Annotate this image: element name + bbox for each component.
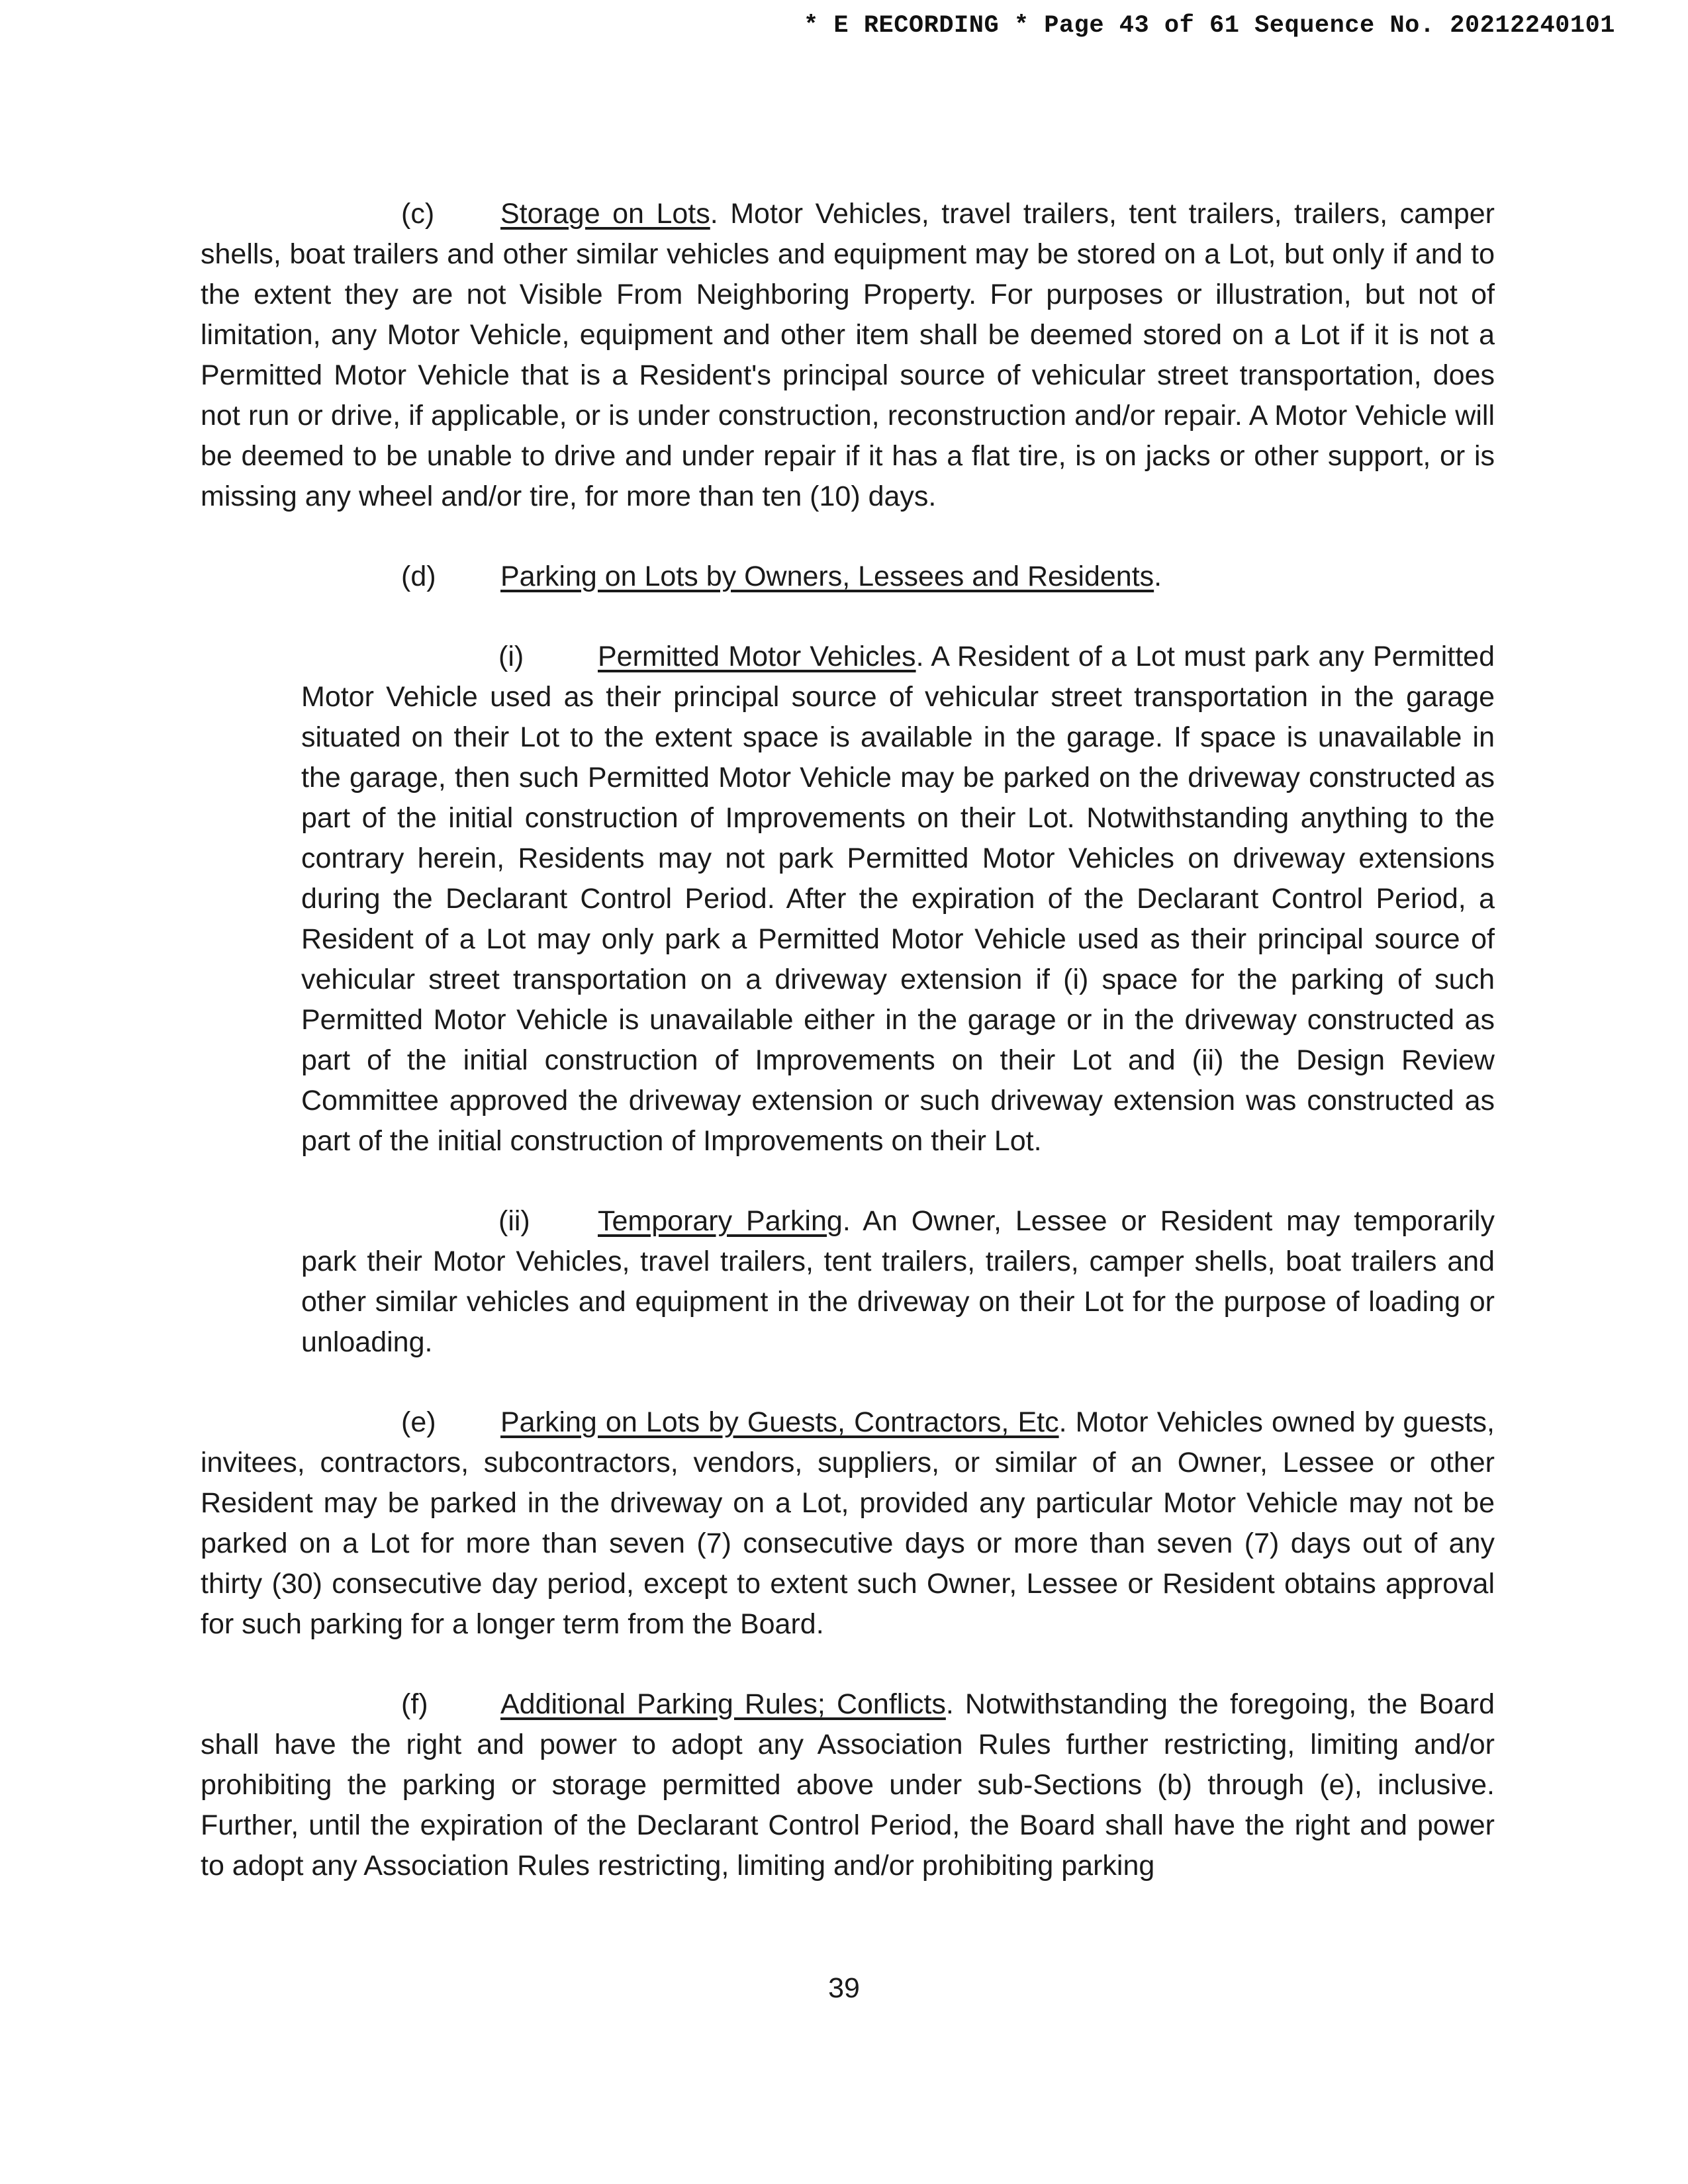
section-c-paragraph [201, 194, 1495, 517]
section-e-number: (e) [401, 1406, 436, 1438]
section-d-i-paragraph [201, 637, 1495, 1161]
section-d-heading: Parking on Lots by Owners, Lessees and Residents [500, 561, 1154, 592]
section-f-text: . Notwithstanding the foregoing, the Board shall have the right and power to adopt any Association Rules further restricting, limiting and/or prohibiting the parking or storage permitted above under sub-Sections (b) through (e), inclusive. Further, until the expiration of the Declarant Control Period, the Board shall have the right and power to adopt any Association Rules restricting, limiting and/or prohibiting parking [201, 1688, 1495, 1882]
section-d-ii-heading: Temporary Parking [598, 1205, 843, 1237]
section-f-paragraph [201, 1684, 1495, 1886]
section-e-paragraph [201, 1402, 1495, 1645]
section-d-paragraph [201, 557, 1495, 597]
section-f-heading: Additional Parking Rules; Conflicts [500, 1688, 946, 1720]
section-c-text: . Motor Vehicles, travel trailers, tent trailers, trailers, camper shells, boat trailers and other similar vehicles and equipment may be stored on a Lot, but only if and to the extent they are not Visible From Neighboring Property. For purposes or illustration, but not of limitation, any Motor Vehicle, equipment and other item shall be deemed stored on a Lot if it is not a Permitted Motor Vehicle that is a Resident's principal source of vehicular street transportation, does not run or drive, if applicable, or is under construction, reconstruction and/or repair. A Motor Vehicle will be deemed to be unable to drive and under repair if it has a flat tire, is on jacks or other support, or is missing any wheel and/or tire, for more than ten (10) days. [201, 198, 1495, 512]
section-c-heading: Storage on Lots [500, 198, 710, 230]
section-d-ii-paragraph [201, 1201, 1495, 1363]
section-d-text: . [1154, 561, 1162, 592]
section-d-i-text: . A Resident of a Lot must park any Permitted Motor Vehicle used as their principal source of vehicular street transportation in the garage situated on their Lot to the extent space is available in the garage. If space is unavailable in the garage, then such Permitted Motor Vehicle may be parked on the driveway constructed as part of the initial construction of Improvements on their Lot. Notwithstanding anything to the contrary herein, Residents may not park Permitted Motor Vehicles on driveway extensions during the Declarant Control Period. After the expiration of the Declarant Control Period, a Resident of a Lot may only park a Permitted Motor Vehicle used as their principal source of vehicular street transportation on a driveway extension if (i) space for the parking of such Permitted Motor Vehicle is unavailable either in the garage or in the driveway constructed as part of the initial construction of Improvements on their Lot and (ii) the Design Review Committee approved the driveway extension or such driveway extension was constructed as part of the initial construction of Improvements on their Lot. [301, 641, 1495, 1157]
recording-stamp-header: * E RECORDING * Page 43 of 61 Sequence No. 20212240101 [804, 12, 1615, 40]
section-d-i-number: (i) [498, 641, 524, 672]
indent [201, 194, 401, 234]
section-d-number: (d) [401, 561, 436, 592]
document-body [201, 194, 1495, 1886]
page-number: 39 [828, 1972, 860, 2004]
section-e-heading: Parking on Lots by Guests, Contractors, Etc [500, 1406, 1059, 1438]
section-d-i-heading: Permitted Motor Vehicles [598, 641, 916, 672]
section-d-ii-text: . An Owner, Lessee or Resident may temporarily park their Motor Vehicles, travel trailers, tent trailers, trailers, camper shells, boat trailers and other similar vehicles and equipment in the driveway on their Lot for the purpose of loading or unloading. [301, 1205, 1495, 1358]
section-e-text: . Motor Vehicles owned by guests, invitees, contractors, subcontractors, vendors, suppliers, or similar of an Owner, Lessee or other Resident may be parked in the driveway on a Lot, provided any particular Motor Vehicle may not be parked on a Lot for more than seven (7) consecutive days or more than seven (7) days out of any thirty (30) consecutive day period, except to extent such Owner, Lessee or Resident obtains approval for such parking for a longer term from the Board. [201, 1406, 1495, 1640]
section-d-ii-number: (ii) [498, 1205, 530, 1237]
section-f-number: (f) [401, 1688, 428, 1720]
section-c-number: (c) [401, 198, 435, 230]
